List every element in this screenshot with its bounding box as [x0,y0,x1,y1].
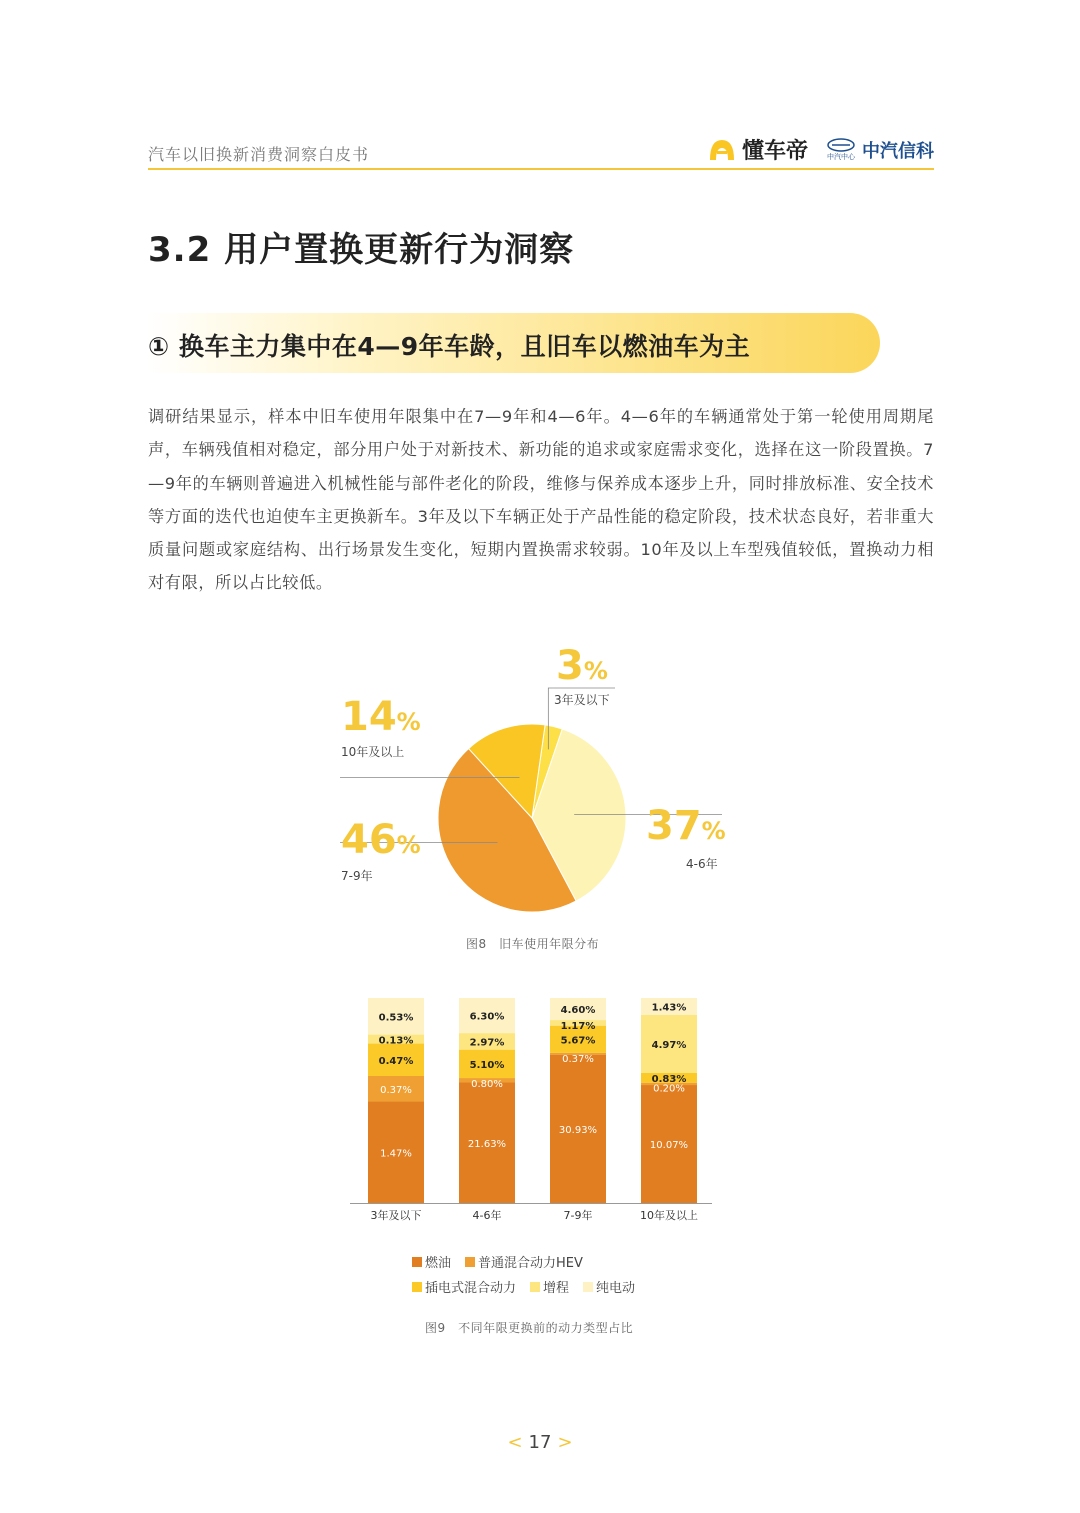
pie-value-text: 14 [341,694,397,740]
header-divider [148,168,934,170]
catarc-logo-text: 中汽信科 [862,140,934,162]
x-tick-label: 7-9年 [563,1209,593,1222]
pie-category-label: 10年及以上 [341,745,405,759]
bar-value-label: 0.80% [471,1079,503,1091]
document-header-title: 汽车以旧换新消费洞察白皮书 [148,145,370,164]
bar-value-label: 2.97% [469,1037,505,1049]
bar-value-label: 1.43% [651,1002,687,1014]
pie-chart-caption: 图8 旧车使用年限分布 [466,937,600,951]
bar-value-label: 21.63% [467,1138,507,1150]
page-number-text: 17 [528,1432,552,1453]
legend-item [583,1277,635,1296]
bar-value-label: 0.13% [378,1035,414,1047]
bar-value-label: 4.97% [651,1039,687,1051]
legend-item [412,1252,451,1271]
pie-value-text: 37 [646,803,702,849]
pie-category-label: 3年及以下 [554,693,610,707]
pie-percent-sign: % [583,657,608,685]
stacked-bar-chart [340,990,740,1240]
bar-chart-legend [412,1252,692,1302]
legend-label: 增程 [543,1281,570,1296]
bar-value-label: 5.67% [560,1035,596,1047]
bar-value-label: 5.10% [469,1059,505,1071]
bar-value-label: 0.83% [651,1073,687,1085]
legend-item [530,1277,569,1296]
bar-value-label: 4.60% [560,1005,596,1017]
catarc-logo [826,137,934,163]
bar-value-label: 1.47% [380,1148,412,1160]
section-title: 3.2 用户置换更新行为洞察 [148,230,575,270]
prev-arrow: < [507,1432,523,1453]
catarc-emblem-icon [826,138,856,152]
pie-value-3-years [556,643,608,689]
next-arrow: > [557,1432,573,1453]
pie-percent-sign: % [396,831,421,859]
dongchedi-logo-text: 懂车帝 [741,139,808,164]
bar-value-label: 30.93% [558,1124,598,1136]
bar-value-label: 0.53% [378,1012,414,1024]
dongchedi-logo [708,134,808,165]
pie-category-label: 4-6年 [686,857,718,871]
page-number [0,1432,1080,1453]
pie-chart [330,630,750,930]
legend-label: 普通混合动力HEV [478,1256,583,1271]
pie-value-4-6-years [646,803,726,849]
legend-label: 燃油 [425,1256,452,1271]
legend-swatch [465,1257,475,1267]
dongchedi-logo-icon [708,138,736,162]
pie-percent-sign: % [701,817,726,845]
bar-value-label: 0.37% [380,1084,412,1096]
subsection-banner-text: ① 换车主力集中在4—9年车龄，且旧车以燃油车为主 [148,332,751,361]
pie-value-7-9-years [341,817,421,863]
legend-item [465,1252,583,1271]
body-paragraph: 调研结果显示，样本中旧车使用年限集中在7—9年和4—6年。4—6年的车辆通常处于第一轮使用周期尾声，车辆残值相对稳定，部分用户处于对新技术、新功能的追求或家庭需求变化，选择在这一阶段置换。7—9年的车辆则普遍进入机械性能与部件老化的阶段，维修与保养成本逐步上升，同时排放标准、安全技术等方面的迭代也迫使车主更换新车。3年及以下车辆正处于产品性能的稳定阶段，技术状态良好，若非重大质量问题或家庭结构、出行场景发生变化，短期内置换需求较弱。10年及以上车型残值较低，置换动力相对有限，所以占比较低。 [148,407,934,593]
bar-value-label: 0.47% [378,1055,414,1067]
legend-swatch [583,1282,593,1292]
subsection-banner [148,313,880,373]
legend-item [412,1277,516,1296]
legend-label: 纯电动 [596,1281,636,1296]
pie-value-10-years [341,694,421,740]
legend-swatch [530,1282,540,1292]
x-tick-label: 10年及以上 [640,1209,698,1222]
bar-value-label: 0.37% [562,1053,594,1065]
legend-swatch [412,1257,422,1267]
header-logos [708,134,934,165]
x-tick-label: 4-6年 [472,1209,502,1222]
x-tick-label: 3年及以下 [370,1209,422,1222]
legend-label: 插电式混合动力 [425,1281,517,1296]
catarc-logo-small-text: 中汽中心 [827,152,855,161]
bar-chart-caption: 图9 不同年限更换前的动力类型占比 [425,1321,634,1335]
bar-value-label: 6.30% [469,1011,505,1023]
bar-value-label: 0.20% [653,1083,685,1095]
pie-category-label: 7-9年 [341,869,373,883]
pie-value-text: 3 [556,643,584,689]
pie-value-text: 46 [341,817,397,863]
bar-value-label: 10.07% [649,1140,689,1152]
legend-swatch [412,1282,422,1292]
pie-percent-sign: % [396,708,421,736]
bar-value-label: 1.17% [560,1021,596,1033]
